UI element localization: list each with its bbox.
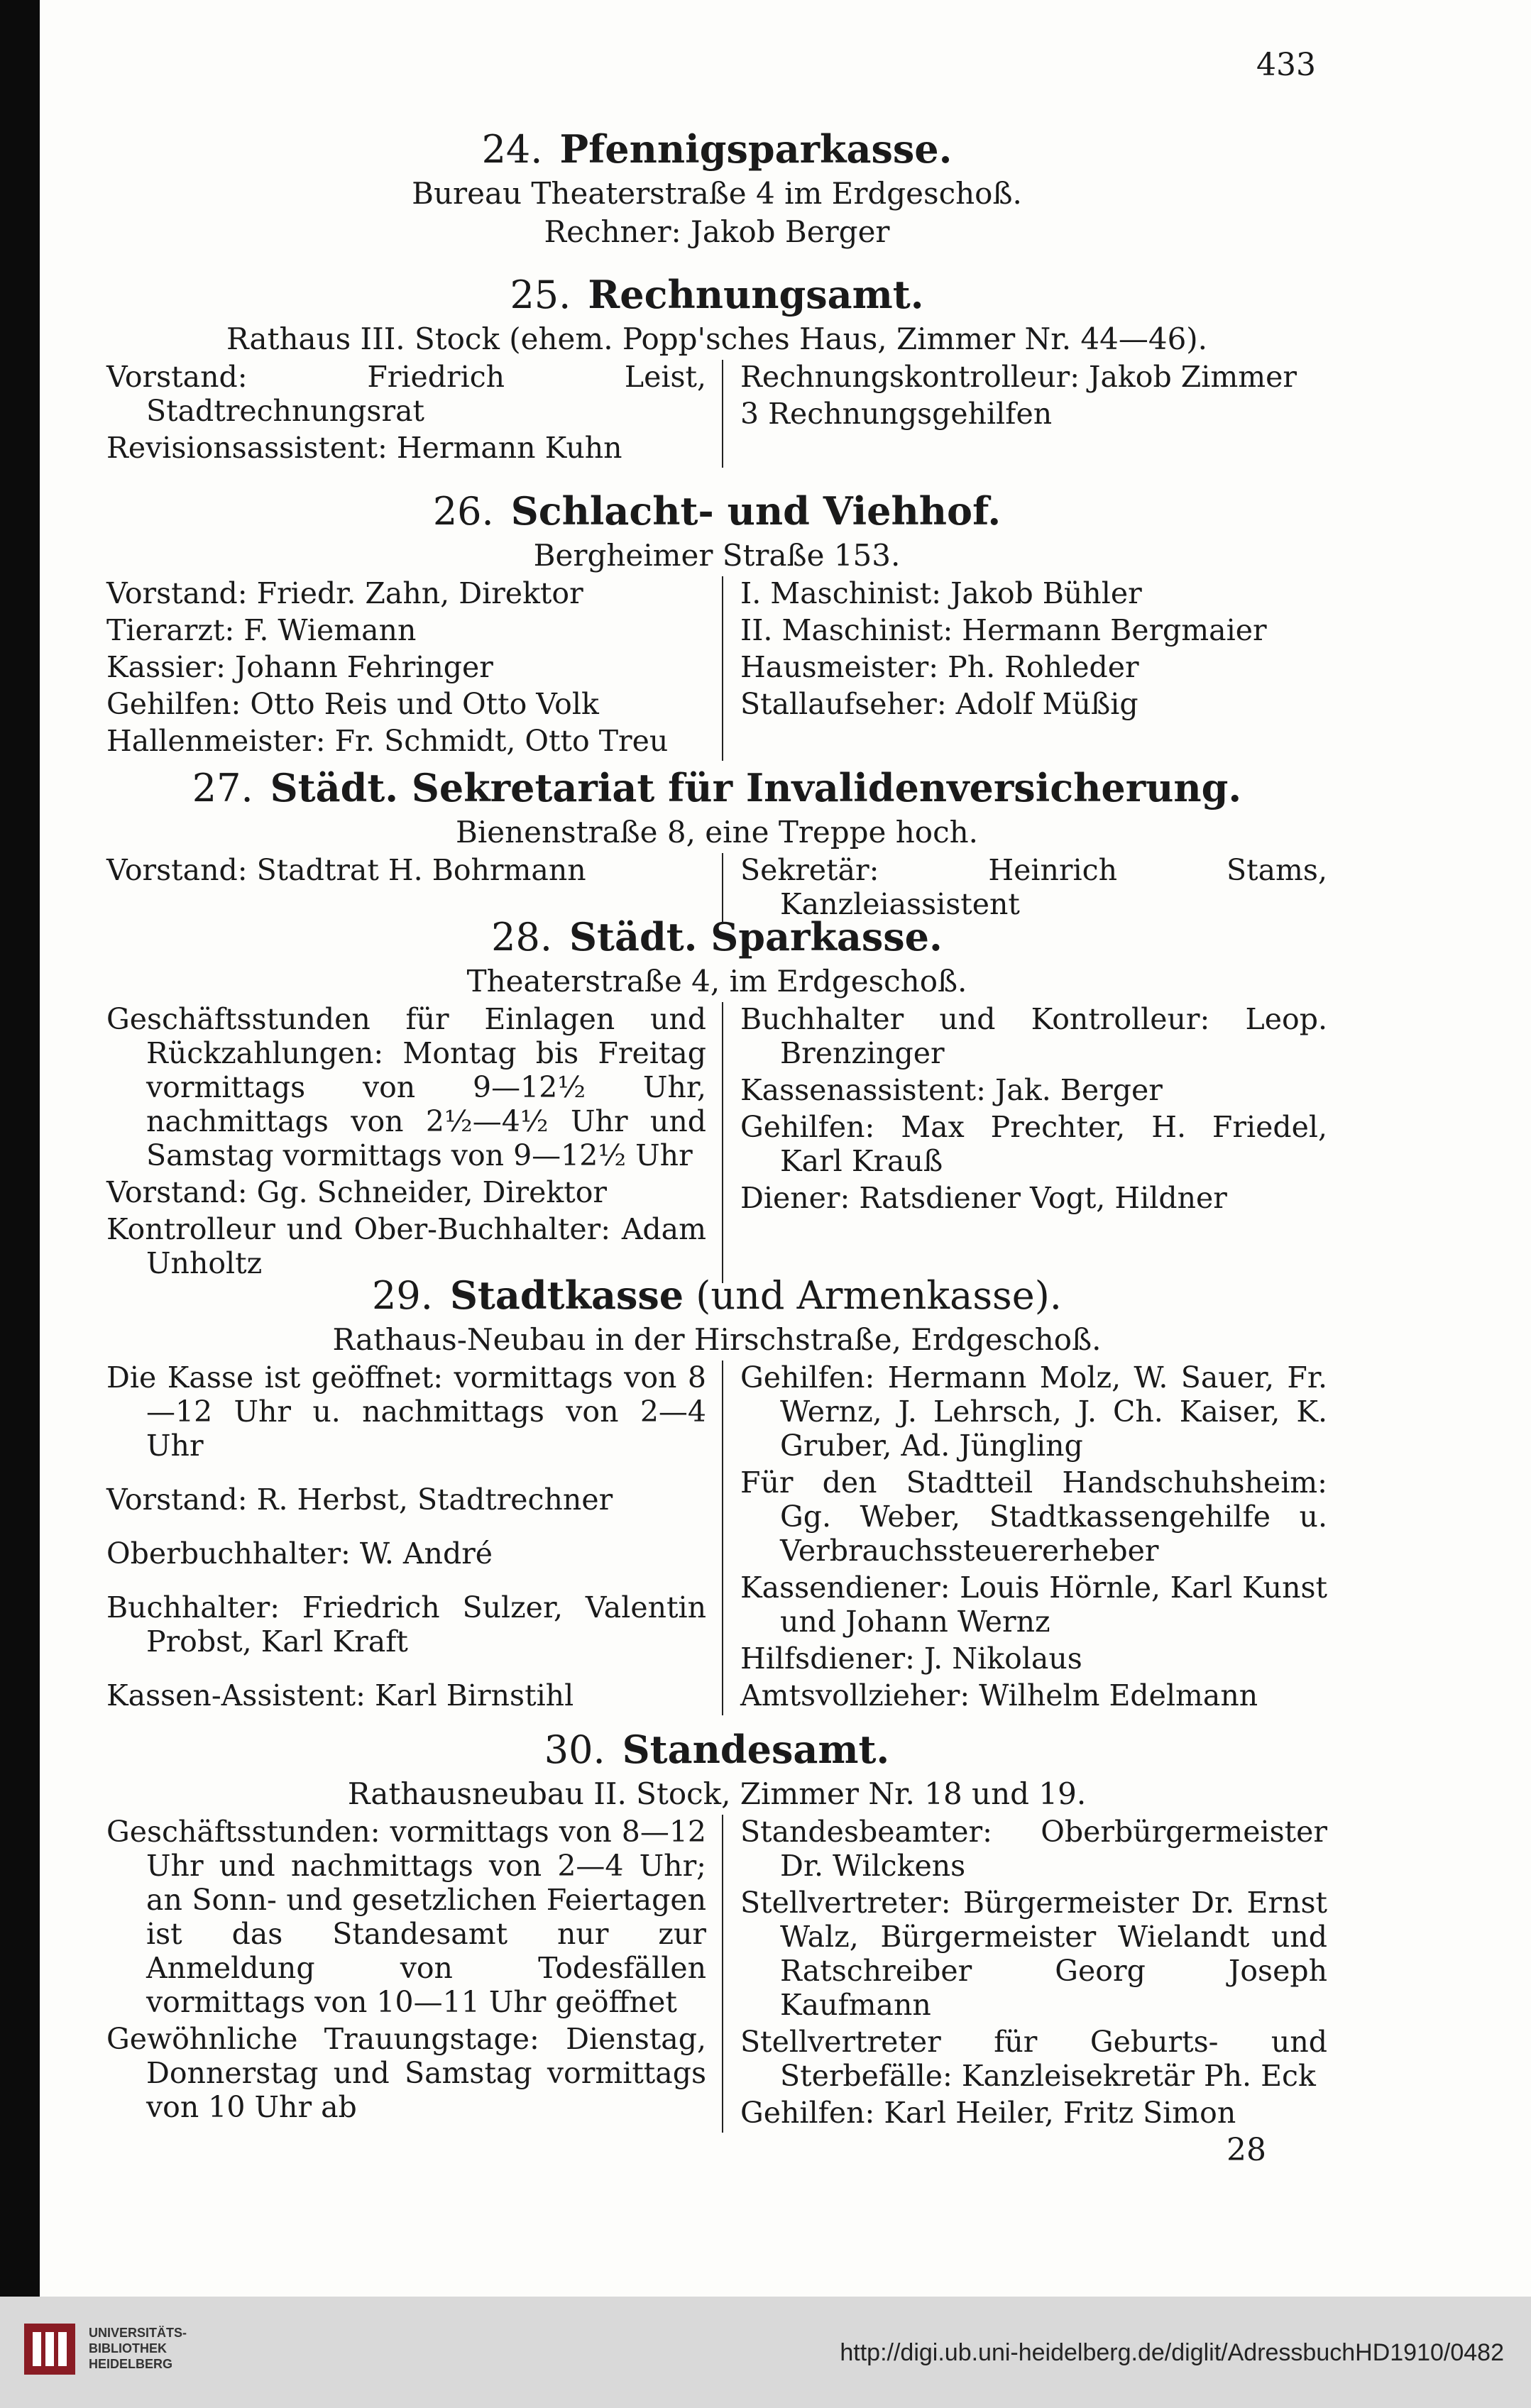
footer-page-number: 28 [1227,2132,1266,2168]
entry: Kassen-Assistent: Karl Birnstihl [106,1678,574,1712]
entry: Rechnungskontrolleur: Jakob Zimmer [740,360,1297,394]
entry-columns [106,1002,1327,1283]
entry: Buchhalter: Friedrich Sulzer, Valentin Probst, Karl Kraft [106,1590,706,1659]
entry: Vorstand: Gg. Schneider, Direktor [106,1175,608,1209]
entry: Amtsvollzieher: Wilhelm Edelmann [740,1678,1258,1712]
entry: Kassier: Johann Fehringer [106,650,493,684]
section-29 [106,1270,1327,1715]
entry: Stellvertreter: Bürgermeister Dr. Ernst Walz, Bürgermeister Wielandt und Ratschreiber Georg Joseph Kaufmann [740,1886,1327,2022]
right-column [723,1360,1327,1715]
entry: Die Kasse ist geöffnet: vormittags von 8—12 Uhr u. nachmittags von 2—4 Uhr [106,1360,706,1463]
entry: Standesbeamter: Oberbürgermeister Dr. Wilckens [740,1815,1327,1883]
section-heading: 29. Stadtkasse (und Armenkasse). [372,1272,1062,1318]
section-subtitle: Rechner: Jakob Berger [544,214,890,249]
section-subtitle: Rathaus-Neubau in der Hirschstraße, Erdgeschoß. [332,1322,1102,1357]
entry: Gehilfen: Karl Heiler, Fritz Simon [740,2096,1236,2130]
section-subtitle: Bergheimer Straße 153. [533,538,901,573]
entry: Hallenmeister: Fr. Schmidt, Otto Treu [106,724,669,758]
entry: Tierarzt: F. Wiemann [106,613,417,647]
entry: Gewöhnliche Trauungstage: Dienstag, Donnerstag und Samstag vormittags von 10 Uhr ab [106,2022,706,2124]
entry: II. Maschinist: Hermann Bergmaier [740,613,1267,647]
entry: Diener: Ratsdiener Vogt, Hildner [740,1181,1227,1215]
section-heading: 26. Schlacht- und Viehhof. [432,488,1002,534]
right-column [723,360,1327,468]
section-26 [106,486,1327,761]
entry: Buchhalter und Kontrolleur: Leop. Brenzinger [740,1002,1327,1070]
entry-columns [106,576,1327,761]
entry: Vorstand: Friedrich Leist, Stadtrechnungsrat [106,360,706,428]
right-column [723,1002,1327,1283]
right-column [723,576,1327,761]
entry-columns [106,1360,1327,1715]
section-heading: 27. Städt. Sekretariat für Invalidenversicherung. [192,765,1242,810]
section-subtitle: Rathausneubau II. Stock, Zimmer Nr. 18 und 19. [347,1776,1087,1811]
entry: Kassenassistent: Jak. Berger [740,1073,1163,1107]
entry: Kontrolleur und Ober-Buchhalter: Adam Unholtz [106,1212,706,1280]
entry: Hilfsdiener: J. Nikolaus [740,1642,1082,1676]
right-column [723,1815,1327,2133]
left-column [106,1815,723,2133]
section-subtitle: Bienenstraße 8, eine Treppe hoch. [455,815,979,850]
entry-columns [106,360,1327,468]
entry: Sekretär: Heinrich Stams, Kanzleiassistent [740,853,1327,921]
section-25 [106,270,1327,468]
left-column [106,360,723,468]
source-url-link[interactable]: http://digi.ub.uni-heidelberg.de/diglit/AdressbuchHD1910/0482 [840,2339,1504,2366]
section-subtitle: Bureau Theaterstraße 4 im Erdgeschoß. [412,176,1022,211]
viewer-footer [0,2297,1531,2408]
entry: Revisionsassistent: Hermann Kuhn [106,431,622,465]
section-27 [106,763,1327,924]
section-28 [106,912,1327,1283]
entry: Oberbuchhalter: W. André [106,1536,493,1571]
entry: Vorstand: R. Herbst, Stadtrechner [106,1483,613,1517]
entry: Gehilfen: Hermann Molz, W. Sauer, Fr. Wernz, J. Lehrsch, J. Ch. Kaiser, K. Gruber, Ad. Jüngling [740,1360,1327,1463]
section-subtitle: Theaterstraße 4, im Erdgeschoß. [466,964,967,999]
entry: I. Maschinist: Jakob Bühler [740,576,1142,610]
page-number: 433 [1256,47,1316,83]
scan-edge [0,0,40,2297]
section-subtitle: Rathaus III. Stock (ehem. Popp'sches Haus, Zimmer Nr. 44—46). [226,321,1208,356]
entry: Vorstand: Friedr. Zahn, Direktor [106,576,583,610]
university-library-logo-icon [21,2321,78,2377]
section-heading: 28. Städt. Sparkasse. [491,914,943,960]
section-heading: 24. Pfennigsparkasse. [481,126,953,172]
entry: Stallaufseher: Adolf Müßig [740,687,1138,721]
entry: Gehilfen: Max Prechter, H. Friedel, Karl Krauß [740,1110,1327,1178]
entry: Hausmeister: Ph. Rohleder [740,650,1139,684]
left-column [106,1002,723,1283]
section-30 [106,1725,1327,2133]
entry: Für den Stadtteil Handschuhsheim: Gg. Weber, Stadtkassengehilfe u. Verbrauchssteuererheber [740,1466,1327,1568]
entry: Geschäftsstunden für Einlagen und Rückzahlungen: Montag bis Freitag vormittags von 9—12½ Uhr, nachmittags von 2½—4½ Uhr und Samstag vormittags von 9—12½ Uhr [106,1002,706,1172]
section-24 [106,124,1327,251]
left-column [106,1360,723,1715]
section-heading: 30. Standesamt. [544,1727,890,1772]
entry: Gehilfen: Otto Reis und Otto Volk [106,687,599,721]
entry-columns [106,1815,1327,2133]
entry: Vorstand: Stadtrat H. Bohrmann [106,853,586,887]
entry: Geschäftsstunden: vormittags von 8—12 Uhr und nachmittags von 2—4 Uhr; an Sonn- und gesetzlichen Feiertagen ist das Standesamt nur zur Anmeldung von Todesfällen vormittags von 10—11 Uhr geöffnet [106,1815,706,2019]
entry: 3 Rechnungsgehilfen [740,397,1053,431]
entry: Stellvertreter für Geburts- und Sterbefälle: Kanzleisekretär Ph. Eck [740,2025,1327,2093]
section-heading: 25. Rechnungsamt. [510,272,924,317]
library-name: UNIVERSITÄTS- BIBLIOTHEK HEIDELBERG [89,2326,187,2371]
entry: Kassendiener: Louis Hörnle, Karl Kunst und Johann Wernz [740,1571,1327,1639]
left-column [106,576,723,761]
